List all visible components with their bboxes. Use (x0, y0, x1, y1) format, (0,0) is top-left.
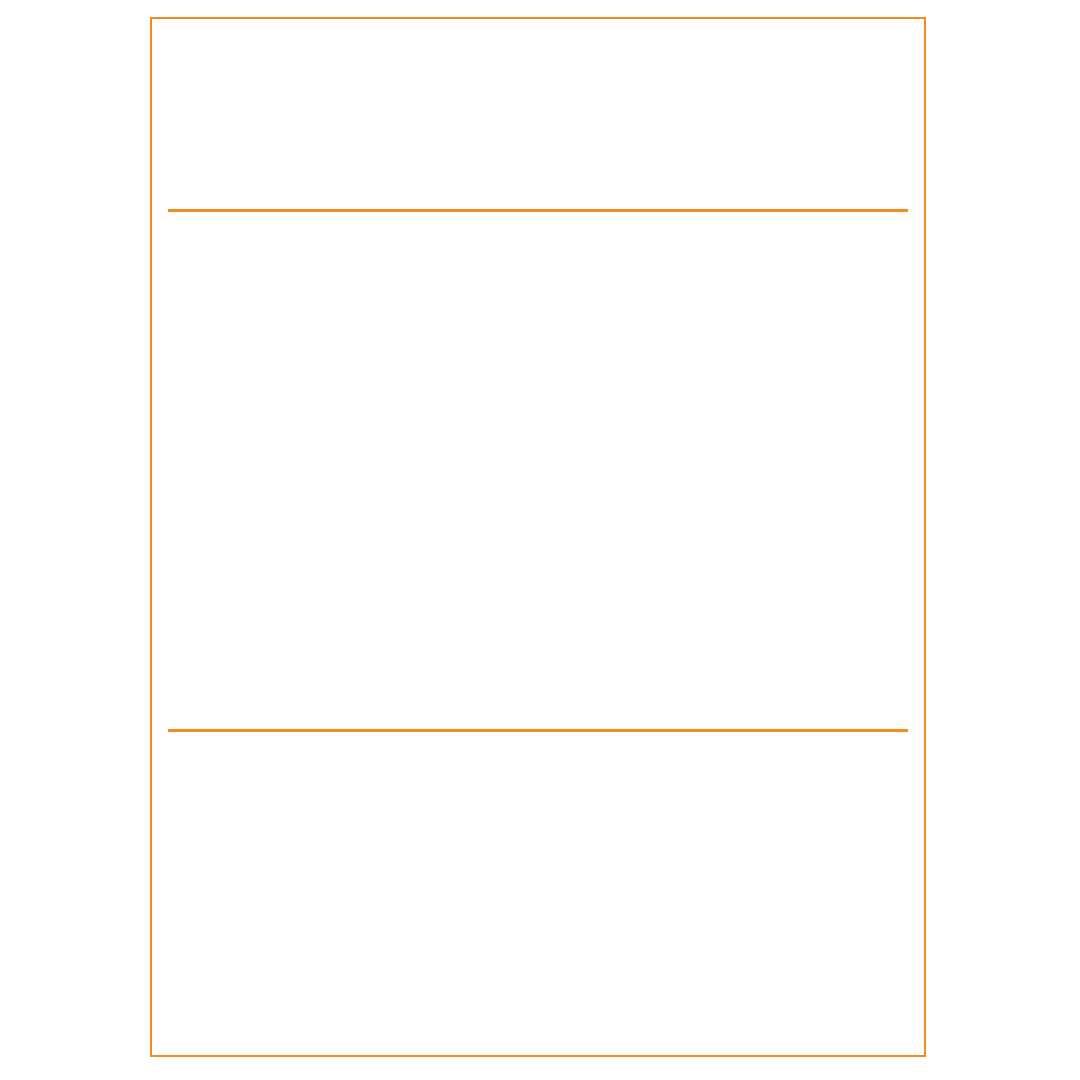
table-bottom-divider (168, 729, 908, 732)
table-header (168, 129, 908, 211)
original-flavour-logo (360, 880, 720, 1040)
header-divider (168, 209, 908, 212)
